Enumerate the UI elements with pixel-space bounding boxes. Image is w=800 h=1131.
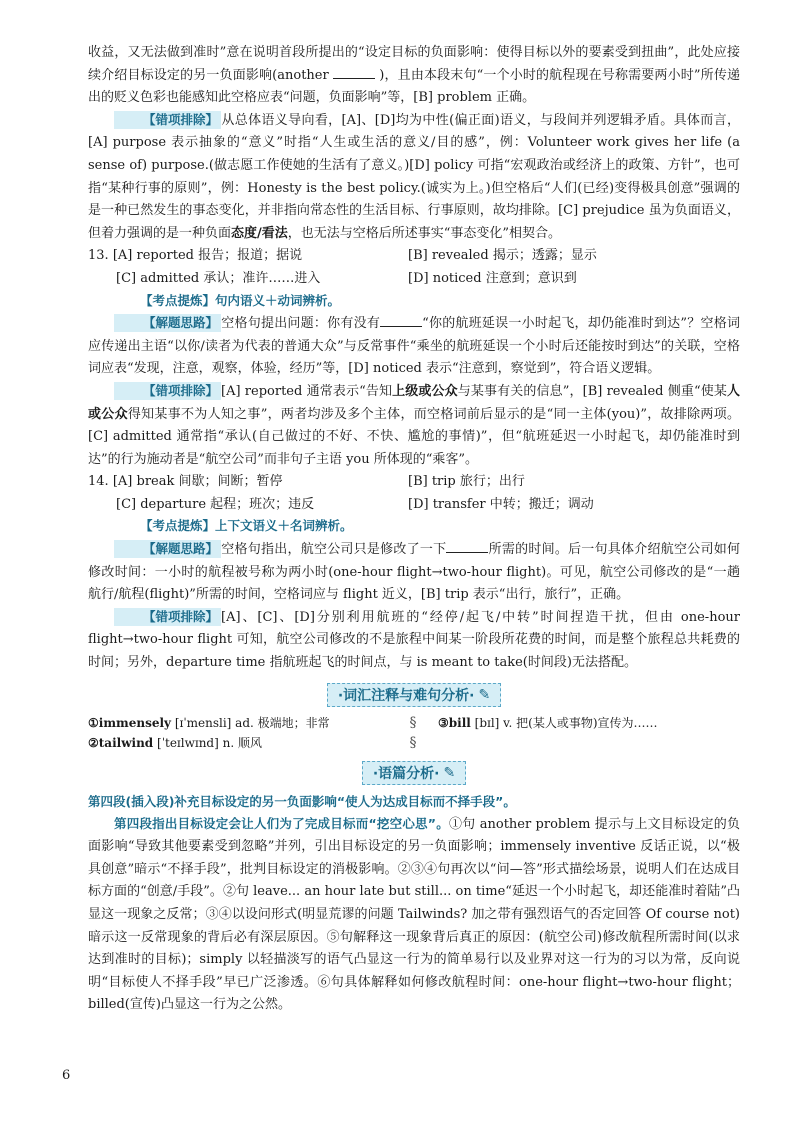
vocab-item-immensely: ①immensely [ɪˈmensli] ad. 极端地；非常 [88,715,330,730]
option-c: [C] departure 起程；班次；违反 [116,496,315,512]
paragraph-answer-12 [88,42,740,110]
tag-wrong-options: 【错项排除】 [114,382,221,400]
page-content [88,42,740,1017]
paragraph-wrong-options-12 [88,110,740,246]
tag-wrong-options: 【错项排除】 [114,608,221,626]
vocab-item-tailwind: ②tailwind [ˈteɪlwɪnd] n. 顺风 [88,735,262,750]
wrong-options-13: 【错项排除】 [A] reported 通常表示“告知上级或公众与某事有关的信息”，[B] revealed 侧重“使某人或公众得知某事不为人知之事”，两者均涉及多个主体，而空格词前后显示的是“同一主体(you)”，故排除两项。[C] admitted 通常指“承认(自己做过的不好、不快、尴尬的事情)”，但“航班延迟一小时起飞，却仍能准时到达”的行为施动者是“航空公司”而非句子主语 you 所体现的“乘客”。 [88,382,740,467]
text: )，且由本段末句“一个小时的航程现在号称需要两小时”所传递出的贬义色彩也能感知此空格应表“问题，负面影响”等，[B] problem 正确。 [88,67,740,106]
key-point-14: 【考点提炼】上下文语义＋名词辨析。 [140,518,353,534]
tag-wrong-options: 【错项排除】 [114,111,221,129]
option-a: 13. [A] reported 报告；报道；据说 [88,248,303,264]
page-number: 6 [62,1068,71,1083]
text: 从总体语义导向看，[A]、[D]均为中性(偏正面)语义，与段间并列逻辑矛盾。具体而言，[A] purpose 表示抽象的“意义”时指“人生或生活的意义/目的感”，例：Volunteer work gives her life (a sense of) purpose.(做志愿工作使她的生活有了意义。)[D] policy 可指“宏观政治或经济上的政策、方针”，也可指“某种行事的原则”，例：Honesty is the best policy.(诚实为上。)但空格后“人们(已经)变得极具创意”强调的是一种已然发生的事态变化，并非指向常态性的生活目标、行事原则，故均排除。[C] prejudice 虽为负面语义，但着力强调的是一种负面 [88,112,740,241]
text: 收益，又无法做到准时”意在说明首段所提出的“设定目标的负面影响：使得目标以外的要素受到扭曲”，此处应接续介绍目标设定的另一负面影响(another [88,45,740,83]
tag-reasoning: 【解题思路】 [114,540,221,558]
reasoning-14: 【解题思路】 空格句指出，航空公司只是修改了一下 所需的时间。后一句具体介绍航空公司如何修改时间：一小时的航程被号称为两小时(one-hour flight→two-hour flight)。可见，航空公司修改的是“一趟航行/航程(flight)”所需的时间，空格词应与 flight 近义，[B] trip 表示“出行，旅行”，正确。 [88,541,740,603]
blank-line [446,540,488,553]
option-c: [C] admitted 承认；准许……进入 [116,270,321,286]
question-14-options [88,471,740,516]
option-d: [D] noticed 注意到；意识到 [408,270,577,286]
key-point-13: 【考点提炼】句内语义＋动词辨析。 [140,292,341,308]
decorative-divider: § § [409,714,417,751]
option-a: 14. [A] break 间歇；间断；暂停 [88,474,283,490]
pen-icon: ✎ [478,686,491,703]
question-13-options [88,245,740,290]
text: ，也无法与空格后所述事实“事态变化”相契合。 [287,225,562,241]
blank-line [380,314,422,327]
vocab-list [88,713,740,753]
text-analysis-title: ·语篇分析· ✎ [88,761,740,785]
tag-reasoning: 【解题思路】 [114,314,221,332]
pen-icon: ✎ [443,764,456,781]
option-d: [D] transfer 中转；搬迁；调动 [408,496,594,512]
option-b: [B] revealed 揭示；透露；显示 [408,248,597,264]
option-b: [B] trip 旅行；出行 [408,474,525,490]
vocab-item-bill: ③bill [bɪl] v. 把(某人或事物)宣传为…… [438,715,658,730]
wrong-options-14: 【错项排除】 [A]、[C]、[D]分别利用航班的“经停/起飞/中转”时间捏造干扰，但由 one-hour flight→two-hour flight 可知，航空公司修改的不是旅程中间某一阶段所花费的时间，而是整个旅程总共耗费的时间；另外，departure time 指航班起飞的时间点，与 is meant to take(时间段)无法搭配。 [88,608,740,671]
reasoning-13: 【解题思路】 空格句提出问题：你有没有 “你的航班延误一小时起飞，却仍能准时到达”？空格词应传递出主语“以你/读者为代表的普通大众”与反常事件“乘坐的航班延误一个小时后还能按时到达”的关联，空格词应表“发现，注意，观察，体验，经历”等，[D] noticed 表示“注意到，察觉到”，符合语义逻辑。 [88,315,740,377]
blank-line [333,66,375,79]
bold-text: 态度/看法 [231,225,288,241]
analysis-heading: 第四段(插入段)补充目标设定的另一负面影响“使人为达成目标而不择手段”。 [88,793,516,809]
analysis-body: 第四段指出目标设定会让人们为了完成目标而“挖空心思”。①句 another problem 提示与上文目标设定的负面影响“导致其他要素受到忽略”并列，引出目标设定的另一负面影响；immensely inventive 反话正说，以“极具创意”暗示“不择手段”，批判目标设定的消极影响。②③④句再次以“问—答”形式描绘场景，说明人们在达成目标方面的“创意/手段”。②句 leave... an hour late but still... on time“延迟一个小时起飞，却还能准时着陆”凸显这一现象之反常；③④以设问形式(明显荒谬的问题 Tailwinds? 加之带有强烈语气的否定回答 Of course not)暗示这一反常现象的背后必有深层原因。⑤句解释这一现象背后真正的原因：(航空公司)修改航程所需时间(以求达到准时的目标)；simply 以轻描淡写的语气凸显这一行为的简单易行以及业界对这一行为的习以为常，反向说明“目标使人不择手段”早已广泛渗透。⑥句具体解释如何修改航程时间：one-hour flight→two-hour flight；billed(宣传)凸显这一行为之公然。 [88,815,741,1013]
vocab-section-title: ·词汇注释与难句分析· ✎ [88,683,740,707]
